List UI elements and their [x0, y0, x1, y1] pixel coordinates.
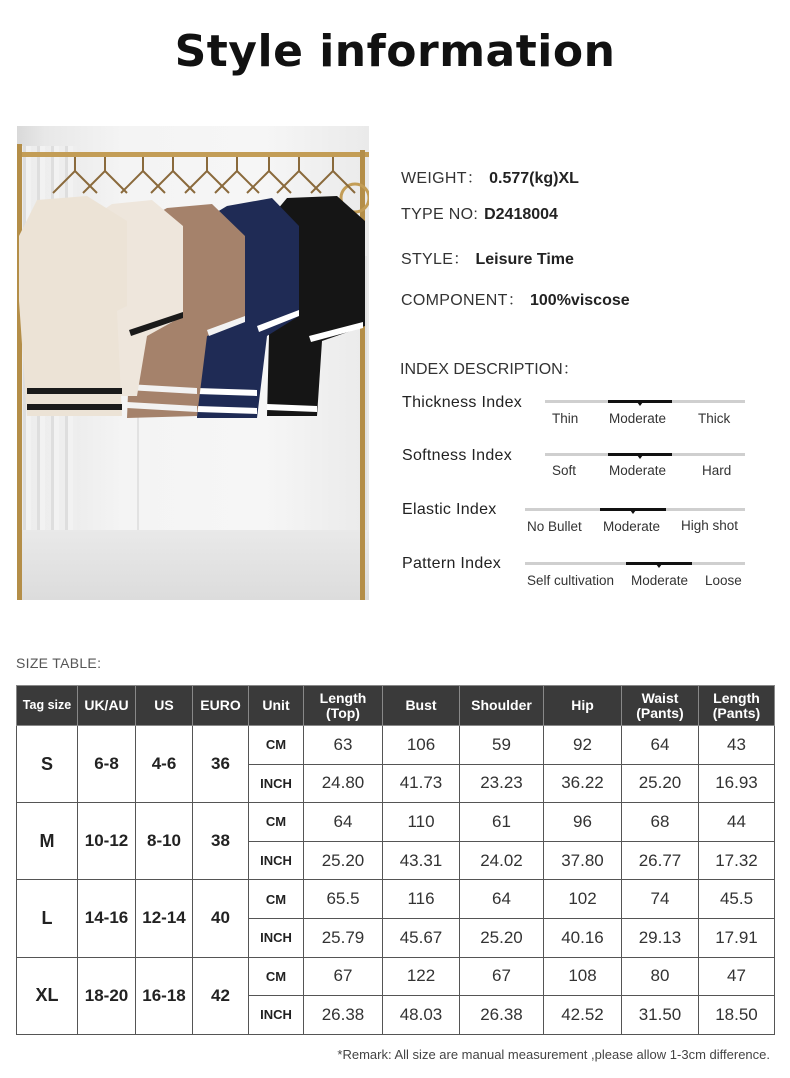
weight-label: WEIGHT：	[401, 170, 484, 187]
uk-au-cell: 6-8	[78, 726, 136, 803]
style-label: STYLE：	[401, 251, 470, 268]
unit-cell: CM	[249, 803, 304, 842]
type-row	[401, 206, 558, 224]
uk-au-cell: 14-16	[78, 880, 136, 957]
measurement-cell: 116	[383, 880, 460, 919]
measurement-cell: 108	[544, 957, 622, 996]
measurement-cell: 92	[544, 726, 622, 765]
measurement-cell: 17.32	[699, 841, 775, 880]
measurement-cell: 25.20	[622, 764, 699, 803]
measurement-cell: 17.91	[699, 918, 775, 957]
thickness-left-label: Thin	[552, 411, 579, 426]
elastic-left-label: No Bullet	[527, 519, 582, 534]
type-label: TYPE NO:	[401, 206, 479, 223]
measurement-cell: 44	[699, 803, 775, 842]
measurement-cell: 25.79	[304, 918, 383, 957]
euro-cell: 38	[193, 803, 249, 880]
uk-au-cell: 18-20	[78, 957, 136, 1034]
tag-size-cell: S	[17, 726, 78, 803]
measurement-cell: 43	[699, 726, 775, 765]
page-title: Style information	[174, 26, 616, 77]
measurement-cell: 24.80	[304, 764, 383, 803]
measurement-cell: 25.20	[304, 841, 383, 880]
measurement-cell: 67	[304, 957, 383, 996]
measurement-cell: 37.80	[544, 841, 622, 880]
euro-cell: 36	[193, 726, 249, 803]
measurement-cell: 16.93	[699, 764, 775, 803]
pattern-index-marker	[626, 562, 692, 565]
measurement-cell: 26.38	[304, 996, 383, 1035]
measurement-cell: 31.50	[622, 996, 699, 1035]
size-table	[16, 685, 775, 1035]
softness-right-label: Hard	[702, 463, 732, 478]
col-header: Bust	[383, 686, 460, 726]
weight-value: 0.577(kg)XL	[489, 170, 579, 187]
pattern-left-label: Self cultivation	[527, 573, 615, 588]
softness-mid-label: Moderate	[609, 463, 667, 478]
us-cell: 12-14	[136, 880, 193, 957]
measurement-cell: 96	[544, 803, 622, 842]
weight-row	[401, 165, 579, 188]
measurement-cell: 36.22	[544, 764, 622, 803]
unit-cell: CM	[249, 726, 304, 765]
thickness-right-label: Thick	[698, 411, 731, 426]
clothing-rack-illustration	[17, 126, 369, 600]
col-header: Waist (Pants)	[622, 686, 699, 726]
measurement-cell: 106	[383, 726, 460, 765]
pattern-right-label: Loose	[705, 573, 742, 588]
euro-cell: 40	[193, 880, 249, 957]
us-cell: 4-6	[136, 726, 193, 803]
component-row	[401, 287, 630, 310]
measurement-cell: 74	[622, 880, 699, 919]
unit-cell: CM	[249, 957, 304, 996]
thickness-index-marker	[608, 400, 672, 403]
elastic-index-marker	[600, 508, 666, 511]
col-header: Length (Pants)	[699, 686, 775, 726]
component-value: 100%viscose	[530, 292, 630, 309]
unit-cell: INCH	[249, 996, 304, 1035]
measurement-cell: 110	[383, 803, 460, 842]
col-header: US	[136, 686, 193, 726]
measurement-cell: 80	[622, 957, 699, 996]
measurement-cell: 47	[699, 957, 775, 996]
index-heading: INDEX DESCRIPTION：	[400, 361, 579, 378]
style-value: Leisure Time	[475, 251, 574, 268]
softness-index-marker	[608, 453, 672, 456]
measurement-cell: 26.38	[460, 996, 544, 1035]
measurement-cell: 40.16	[544, 918, 622, 957]
measurement-cell: 42.52	[544, 996, 622, 1035]
elastic-mid-label: Moderate	[603, 519, 661, 534]
elastic-index-name: Elastic Index	[402, 501, 497, 518]
size-table-heading: SIZE TABLE:	[16, 655, 102, 671]
softness-left-label: Soft	[552, 463, 577, 478]
thickness-mid-label: Moderate	[609, 411, 667, 426]
us-cell: 8-10	[136, 803, 193, 880]
measurement-cell: 29.13	[622, 918, 699, 957]
col-header: UK/AU	[78, 686, 136, 726]
measurement-cell: 102	[544, 880, 622, 919]
euro-cell: 42	[193, 957, 249, 1034]
measurement-cell: 63	[304, 726, 383, 765]
measurement-cell: 48.03	[383, 996, 460, 1035]
table-row	[17, 726, 775, 765]
measurement-cell: 24.02	[460, 841, 544, 880]
unit-cell: INCH	[249, 764, 304, 803]
table-row	[17, 803, 775, 842]
softness-index-name: Softness Index	[402, 447, 513, 464]
measurement-cell: 43.31	[383, 841, 460, 880]
uk-au-cell: 10-12	[78, 803, 136, 880]
measurement-cell: 64	[304, 803, 383, 842]
table-row	[17, 880, 775, 919]
type-value: D2418004	[484, 206, 558, 223]
col-header: Hip	[544, 686, 622, 726]
col-header: Unit	[249, 686, 304, 726]
style-row	[401, 246, 574, 269]
measurement-cell: 65.5	[304, 880, 383, 919]
size-table-header-row	[17, 686, 775, 726]
pattern-index-name: Pattern Index	[402, 555, 502, 572]
measurement-cell: 68	[622, 803, 699, 842]
us-cell: 16-18	[136, 957, 193, 1034]
measurement-cell: 64	[460, 880, 544, 919]
component-label: COMPONENT：	[401, 292, 524, 309]
measurement-cell: 67	[460, 957, 544, 996]
measurement-cell: 23.23	[460, 764, 544, 803]
tag-size-cell: XL	[17, 957, 78, 1034]
unit-cell: INCH	[249, 841, 304, 880]
tag-size-cell: L	[17, 880, 78, 957]
col-header: Length (Top)	[304, 686, 383, 726]
measurement-cell: 61	[460, 803, 544, 842]
col-header: Shoulder	[460, 686, 544, 726]
measurement-cell: 122	[383, 957, 460, 996]
measurement-cell: 18.50	[699, 996, 775, 1035]
measurement-cell: 25.20	[460, 918, 544, 957]
pattern-mid-label: Moderate	[631, 573, 689, 588]
unit-cell: INCH	[249, 918, 304, 957]
col-header: Tag size	[17, 686, 78, 726]
col-header: EURO	[193, 686, 249, 726]
unit-cell: CM	[249, 880, 304, 919]
thickness-index-name: Thickness Index	[402, 394, 523, 411]
measurement-cell: 45.67	[383, 918, 460, 957]
remark-note: *Remark: All size are manual measurement ,please allow 1-3cm difference.	[337, 1047, 770, 1062]
measurement-cell: 45.5	[699, 880, 775, 919]
elastic-right-label: High shot	[681, 518, 739, 533]
tag-size-cell: M	[17, 803, 78, 880]
measurement-cell: 59	[460, 726, 544, 765]
measurement-cell: 41.73	[383, 764, 460, 803]
measurement-cell: 26.77	[622, 841, 699, 880]
measurement-cell: 64	[622, 726, 699, 765]
table-row	[17, 957, 775, 996]
